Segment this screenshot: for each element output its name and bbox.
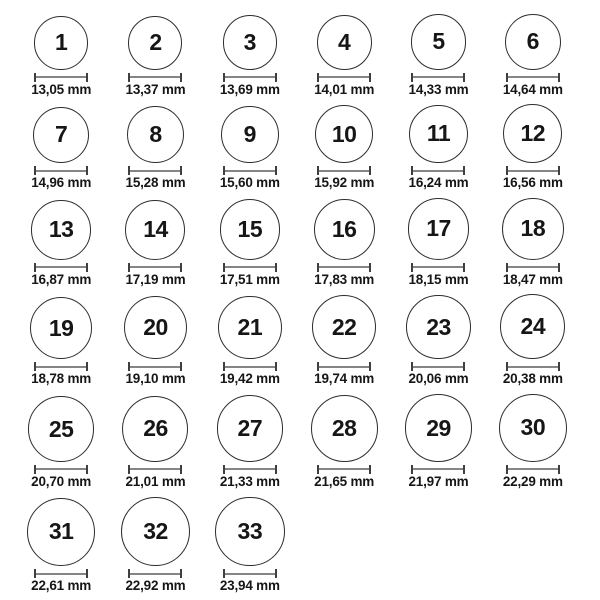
ring-circle xyxy=(122,396,188,462)
ring-circle xyxy=(34,16,88,70)
ring-size-number: 31 xyxy=(48,518,74,545)
diameter-label: 14,96 mm xyxy=(31,175,92,191)
diameter-label: 16,24 mm xyxy=(408,175,469,191)
diameter-label: 15,60 mm xyxy=(219,175,280,191)
diameter-dimension-line xyxy=(128,73,182,82)
ring-size-number: 28 xyxy=(331,414,357,441)
diameter-dimension-line xyxy=(411,465,465,474)
diameter-dimension-line xyxy=(128,465,182,474)
ring-size-number: 29 xyxy=(426,414,451,441)
ring-size-number: 5 xyxy=(432,28,445,55)
ring-size-number: 12 xyxy=(520,120,546,147)
ring-circle xyxy=(500,294,565,359)
ring-size-number: 25 xyxy=(48,415,74,442)
diameter-label: 13,69 mm xyxy=(219,81,280,97)
diameter-label: 18,78 mm xyxy=(31,371,92,387)
ring-size-number: 23 xyxy=(426,313,451,340)
ring-circle xyxy=(31,200,91,260)
ring-cell xyxy=(218,296,282,388)
ring-circle xyxy=(124,296,187,359)
diameter-label: 16,56 mm xyxy=(502,175,563,191)
ring-cell xyxy=(312,295,376,387)
diameter-dimension-line xyxy=(223,263,277,272)
diameter-label: 14,01 mm xyxy=(314,81,375,97)
ring-circle xyxy=(505,14,561,70)
ring-cell xyxy=(31,16,91,98)
ring-circle xyxy=(223,15,278,70)
ring-size-number: 26 xyxy=(143,415,168,442)
ring-size-number: 7 xyxy=(55,121,68,148)
diameter-dimension-line xyxy=(317,362,371,371)
diameter-dimension-line xyxy=(128,263,182,272)
diameter-label: 23,94 mm xyxy=(219,578,280,593)
ring-cell xyxy=(126,16,186,98)
ring-cell xyxy=(122,396,188,490)
diameter-dimension-line xyxy=(317,465,371,474)
ring-cell xyxy=(31,200,91,288)
diameter-label: 21,33 mm xyxy=(219,473,280,489)
diameter-dimension-line xyxy=(34,362,88,371)
diameter-dimension-line xyxy=(223,166,277,175)
diameter-dimension-line xyxy=(128,166,182,175)
diameter-dimension-line xyxy=(34,263,88,272)
diameter-label: 22,61 mm xyxy=(31,578,92,593)
diameter-label: 19,42 mm xyxy=(219,371,280,387)
ring-size-number: 14 xyxy=(143,216,168,243)
ring-cell xyxy=(124,296,187,387)
ring-size-number: 16 xyxy=(331,215,357,242)
ring-circle xyxy=(127,106,184,163)
ring-circle xyxy=(312,295,376,359)
ring-cell xyxy=(409,105,469,192)
ring-circle xyxy=(220,199,281,260)
diameter-dimension-line xyxy=(506,263,560,272)
ring-size-number: 20 xyxy=(143,314,168,341)
ring-circle xyxy=(217,395,284,462)
ring-size-number: 8 xyxy=(149,121,162,148)
ring-circle xyxy=(502,198,564,260)
ring-size-number: 11 xyxy=(426,120,451,147)
ring-cell xyxy=(121,497,190,594)
ring-circle xyxy=(33,107,90,164)
ring-circle xyxy=(317,15,372,70)
ring-cell xyxy=(406,295,471,388)
diameter-dimension-line xyxy=(317,73,371,82)
ring-cell xyxy=(314,199,375,288)
ring-size-number: 22 xyxy=(331,313,357,340)
diameter-label: 22,92 mm xyxy=(125,578,186,593)
diameter-dimension-line xyxy=(34,569,88,578)
ring-cell xyxy=(502,198,564,288)
ring-circle xyxy=(221,106,279,164)
ring-cell xyxy=(311,395,378,490)
diameter-label: 18,47 mm xyxy=(502,271,563,287)
ring-cell xyxy=(503,104,563,191)
ring-cell xyxy=(314,15,374,98)
ring-size-number: 15 xyxy=(237,215,263,242)
diameter-label: 21,65 mm xyxy=(314,473,375,489)
diameter-dimension-line xyxy=(411,166,465,175)
ring-circle xyxy=(218,296,282,360)
diameter-dimension-line xyxy=(506,73,560,82)
diameter-label: 20,70 mm xyxy=(31,473,92,489)
ring-circle xyxy=(406,295,471,360)
ring-size-number: 33 xyxy=(237,517,263,544)
ring-size-number: 30 xyxy=(520,414,546,441)
ring-cell xyxy=(217,395,284,490)
diameter-label: 15,28 mm xyxy=(125,175,186,191)
ring-size-number: 21 xyxy=(237,314,263,341)
ring-cell xyxy=(499,394,567,490)
ring-circle xyxy=(128,16,182,70)
ring-size-number: 10 xyxy=(331,120,357,147)
diameter-dimension-line xyxy=(223,465,277,474)
ring-cell xyxy=(408,198,470,288)
diameter-label: 18,15 mm xyxy=(408,271,469,287)
diameter-label: 14,64 mm xyxy=(502,81,563,97)
ring-circle xyxy=(315,105,373,163)
diameter-label: 16,87 mm xyxy=(31,271,92,287)
diameter-label: 22,29 mm xyxy=(502,473,563,489)
diameter-label: 20,38 mm xyxy=(502,371,563,387)
diameter-label: 17,19 mm xyxy=(125,271,186,287)
ring-circle xyxy=(125,200,185,260)
diameter-dimension-line xyxy=(411,362,465,371)
ring-circle xyxy=(311,395,378,462)
ring-circle xyxy=(121,497,190,566)
diameter-label: 17,51 mm xyxy=(219,271,280,287)
ring-circle xyxy=(411,14,467,70)
diameter-label: 20,06 mm xyxy=(408,371,469,387)
diameter-dimension-line xyxy=(223,362,277,371)
ring-cell xyxy=(31,107,91,192)
diameter-label: 19,10 mm xyxy=(125,371,186,387)
ring-size-number: 18 xyxy=(520,215,546,242)
ring-circle xyxy=(215,497,285,567)
ring-circle xyxy=(30,297,93,360)
diameter-dimension-line xyxy=(34,465,88,474)
diameter-dimension-line xyxy=(506,166,560,175)
diameter-label: 13,05 mm xyxy=(31,81,92,97)
diameter-label: 19,74 mm xyxy=(314,371,375,387)
ring-circle xyxy=(503,104,562,163)
ring-circle xyxy=(405,394,473,462)
diameter-dimension-line xyxy=(223,73,277,82)
ring-size-number: 4 xyxy=(338,28,351,55)
ring-size-number: 17 xyxy=(426,215,451,242)
ring-cell xyxy=(503,14,563,98)
ring-cell xyxy=(125,200,185,288)
ring-circle xyxy=(408,198,470,260)
diameter-label: 14,33 mm xyxy=(408,81,469,97)
ring-circle xyxy=(28,396,94,462)
ring-size-number: 19 xyxy=(48,314,74,341)
ring-size-number: 2 xyxy=(149,29,162,56)
ring-cell xyxy=(28,396,94,490)
diameter-label: 15,92 mm xyxy=(314,175,375,191)
ring-cell xyxy=(314,105,374,191)
ring-size-number: 27 xyxy=(237,415,263,442)
ring-cell xyxy=(126,106,186,191)
diameter-dimension-line xyxy=(411,73,465,82)
diameter-dimension-line xyxy=(317,263,371,272)
ring-cell xyxy=(215,497,285,595)
ring-circle xyxy=(409,105,468,164)
ring-cell xyxy=(27,498,96,595)
ring-size-number: 1 xyxy=(55,29,68,56)
diameter-label: 21,01 mm xyxy=(125,473,186,489)
ring-circle xyxy=(314,199,375,260)
ring-size-number: 13 xyxy=(48,216,74,243)
diameter-label: 13,37 mm xyxy=(125,81,186,97)
diameter-dimension-line xyxy=(317,166,371,175)
diameter-dimension-line xyxy=(128,362,182,371)
ring-size-number: 24 xyxy=(520,313,546,340)
ring-cell xyxy=(220,106,280,192)
diameter-label: 21,97 mm xyxy=(408,473,469,489)
diameter-dimension-line xyxy=(411,263,465,272)
ring-circle xyxy=(27,498,96,567)
ring-cell xyxy=(409,14,469,98)
diameter-label: 17,83 mm xyxy=(314,271,375,287)
ring-size-number: 9 xyxy=(243,120,256,147)
ring-cell xyxy=(405,394,473,490)
diameter-dimension-line xyxy=(223,569,277,578)
ring-cell xyxy=(30,297,93,388)
diameter-dimension-line xyxy=(506,465,560,474)
ring-cell xyxy=(220,15,280,98)
ring-cell xyxy=(500,294,565,387)
ring-circle xyxy=(499,394,567,462)
diameter-dimension-line xyxy=(34,73,88,82)
diameter-dimension-line xyxy=(34,166,88,175)
ring-size-number: 3 xyxy=(243,28,256,55)
ring-size-number: 6 xyxy=(526,28,539,55)
ring-size-number: 32 xyxy=(143,518,168,544)
diameter-dimension-line xyxy=(506,362,560,371)
ring-cell xyxy=(220,199,281,288)
diameter-dimension-line xyxy=(128,569,182,578)
